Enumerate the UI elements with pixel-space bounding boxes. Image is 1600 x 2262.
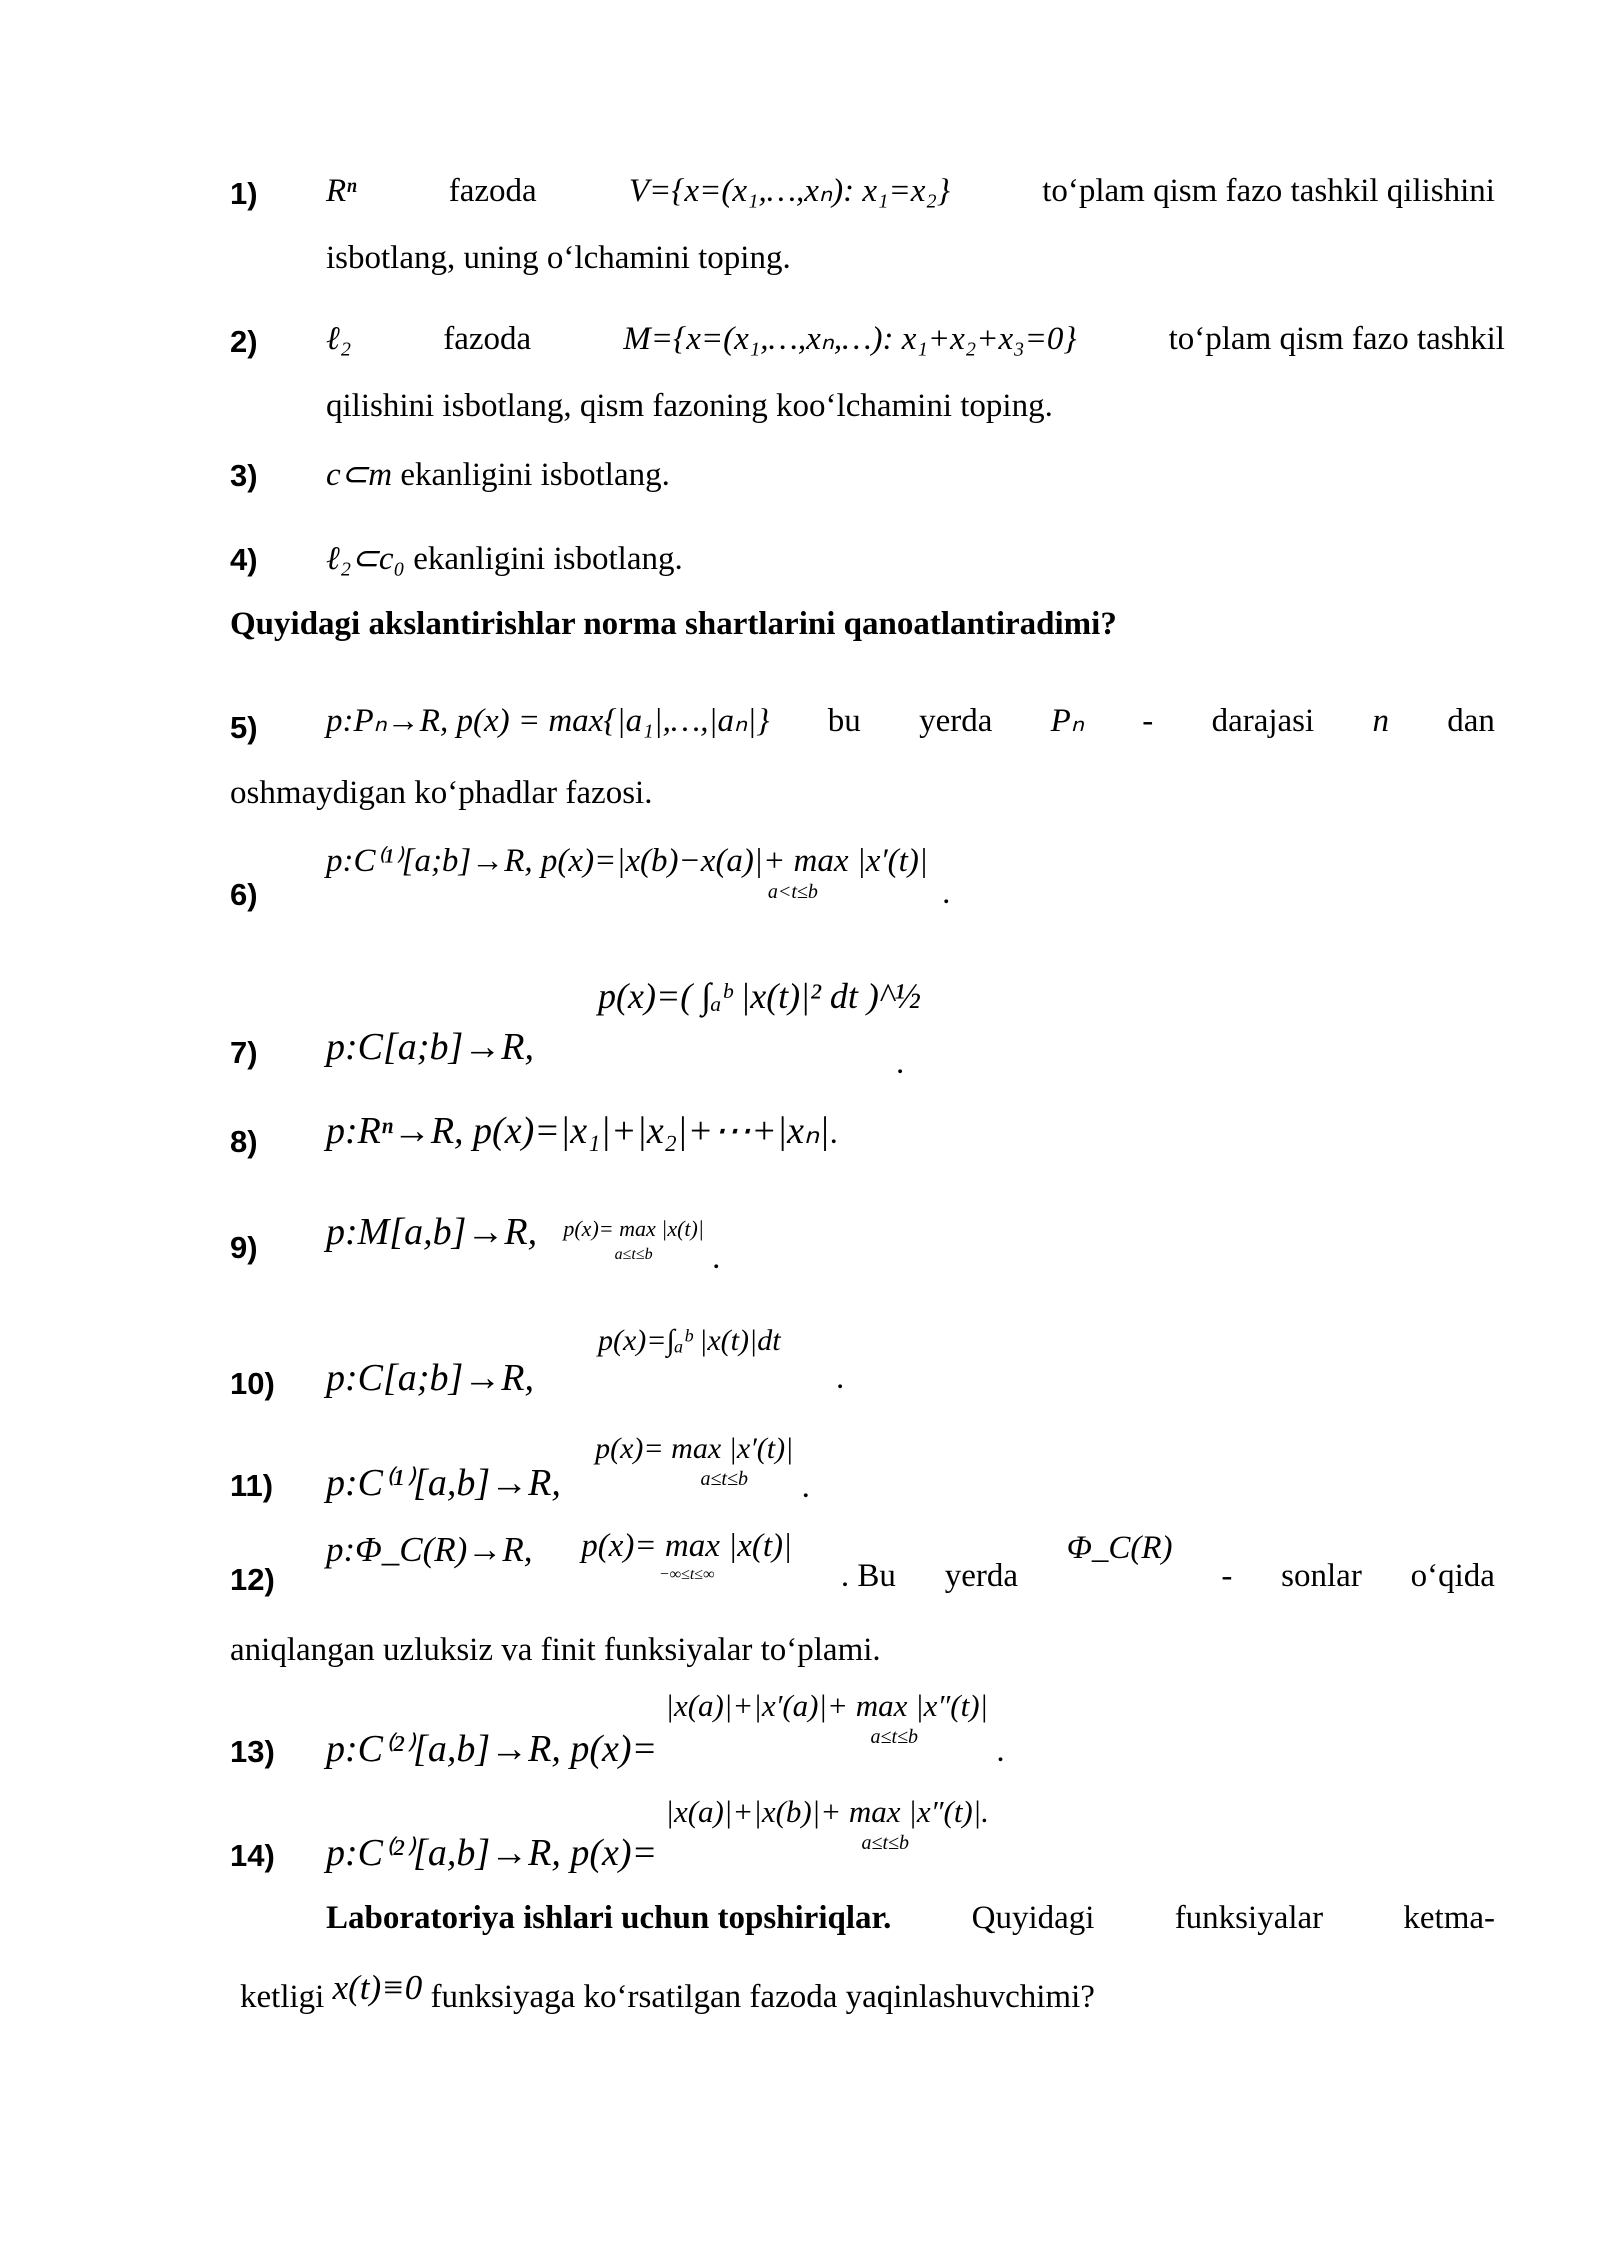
text: ekanligini isbotlang. xyxy=(413,541,683,577)
section-heading: Quyidagi akslantirishlar norma shartlarini qanoatlantiradimi? xyxy=(230,606,1117,642)
item-number: 8) xyxy=(230,1124,258,1159)
text: o‘qida xyxy=(1410,1558,1495,1594)
item-number: 13) xyxy=(230,1734,275,1769)
formula: p(x)=∫ₐᵇ |x(t)|dt xyxy=(598,1324,781,1357)
text: sonlar xyxy=(1281,1558,1362,1594)
text: oshmaydigan ko‘phadlar fazosi. xyxy=(230,775,653,811)
item-number: 4) xyxy=(230,542,258,577)
text: funksiyaga ko‘rsatilgan fazoda yaqinlashuvchimi? xyxy=(430,1979,1095,2015)
item-number: 12) xyxy=(230,1562,275,1597)
limit: a≤t≤b xyxy=(870,1726,919,1748)
text: - xyxy=(1142,703,1154,739)
formula: p:C⁽¹⁾[a;b]→R, p(x)=|x(b)−x(a)|+ max |x′(t)| xyxy=(326,843,928,879)
text: . xyxy=(836,1360,845,1396)
text: isbotlang, uning o‘lchamini toping. xyxy=(326,240,791,276)
lab-heading: Laboratoriya ishlari uchun topshiriqlar. xyxy=(326,1900,892,1936)
text: ekanligini isbotlang. xyxy=(400,457,670,493)
formula: p:Φ_C(R)→R, xyxy=(326,1530,533,1569)
limit: −∞≤t≤∞ xyxy=(658,1566,715,1583)
item-number: 1) xyxy=(230,176,258,211)
formula: Rⁿ xyxy=(326,173,357,209)
limit: a≤t≤b xyxy=(861,1832,910,1854)
formula: p:C⁽²⁾[a,b]→R, p(x)= xyxy=(326,1832,658,1874)
formula: ℓ₂ xyxy=(326,321,352,357)
text: fazoda xyxy=(448,173,537,209)
text: . xyxy=(996,1733,1005,1769)
formula: p:M[a,b]→R, xyxy=(326,1211,538,1253)
item-number: 7) xyxy=(230,1035,258,1070)
formula: p:C⁽¹⁾[a,b]→R, xyxy=(326,1462,561,1504)
item-number: 14) xyxy=(230,1838,275,1873)
text: qilishini isbotlang, qism fazoning koo‘lchamini toping. xyxy=(326,388,1053,424)
formula: p(x)= max |x(t)| xyxy=(581,1528,793,1564)
item-number: 3) xyxy=(230,458,258,493)
formula: ℓ₂⊂c₀ xyxy=(326,541,405,577)
formula: p:Rⁿ→R, p(x)=|x₁|+|x₂|+⋯+|xₙ| xyxy=(326,1110,830,1152)
formula: |x(a)|+|x(b)|+ max |x″(t)|. xyxy=(665,1794,990,1829)
limit: a≤t≤b xyxy=(700,1468,748,1490)
limit: a<t≤b xyxy=(767,881,818,903)
formula: n xyxy=(1372,703,1389,739)
text: . xyxy=(829,1115,838,1151)
text: . xyxy=(712,1240,721,1276)
text: funksiyalar xyxy=(1174,1900,1324,1936)
formula: p(x)= max |x(t)| xyxy=(563,1216,704,1241)
item-number: 10) xyxy=(230,1366,275,1401)
text: to‘plam qism fazo tashkil qilishini xyxy=(1042,173,1495,209)
formula: Pₙ xyxy=(1050,703,1084,739)
text: . Bu xyxy=(840,1558,896,1594)
formula: p:C[a;b]→R, xyxy=(326,1026,534,1068)
text: Quyidagi xyxy=(971,1900,1095,1936)
item-number: 2) xyxy=(230,324,258,359)
text: yerda xyxy=(919,703,993,739)
formula: p:Pₙ→R, p(x) = max{|a₁|,…,|aₙ|} xyxy=(326,703,770,739)
text: dan xyxy=(1447,703,1495,739)
text: . xyxy=(942,875,951,911)
formula: x(t)≡0 xyxy=(332,1968,423,2007)
formula: V={x=(x₁,…,xₙ): x₁=x₂} xyxy=(628,173,951,209)
item-number: 5) xyxy=(230,710,258,745)
formula: p(x)= max |x′(t)| xyxy=(595,1432,794,1465)
formula: M={x=(x₁,…,xₙ,…): x₁+x₂+x₃=0} xyxy=(623,321,1077,357)
text: fazoda xyxy=(443,321,532,357)
formula: Φ_C(R) xyxy=(1066,1530,1173,1566)
formula: |x(a)|+|x′(a)|+ max |x″(t)| xyxy=(665,1688,989,1723)
formula: p:C[a;b]→R, xyxy=(326,1357,534,1399)
limit: a≤t≤b xyxy=(614,1246,653,1263)
text: ketligi xyxy=(240,1979,325,2015)
text: yerda xyxy=(944,1558,1018,1594)
item-number: 6) xyxy=(230,877,258,912)
item-number: 9) xyxy=(230,1230,258,1265)
text: . xyxy=(896,1045,905,1081)
text: to‘plam qism fazo tashkil xyxy=(1168,321,1505,357)
text: ketma- xyxy=(1403,1900,1495,1936)
formula: p:C⁽²⁾[a,b]→R, p(x)= xyxy=(326,1728,658,1770)
text: aniqlangan uzluksiz va finit funksiyalar to‘plami. xyxy=(230,1632,881,1668)
text: - xyxy=(1221,1558,1233,1594)
text: bu xyxy=(827,703,861,739)
formula: p(x)=( ∫ₐᵇ |x(t)|² dt )^½ xyxy=(598,976,922,1016)
formula: c⊂m xyxy=(326,457,393,493)
text: . xyxy=(801,1469,810,1505)
text: darajasi xyxy=(1211,703,1315,739)
item-number: 11) xyxy=(230,1468,274,1503)
